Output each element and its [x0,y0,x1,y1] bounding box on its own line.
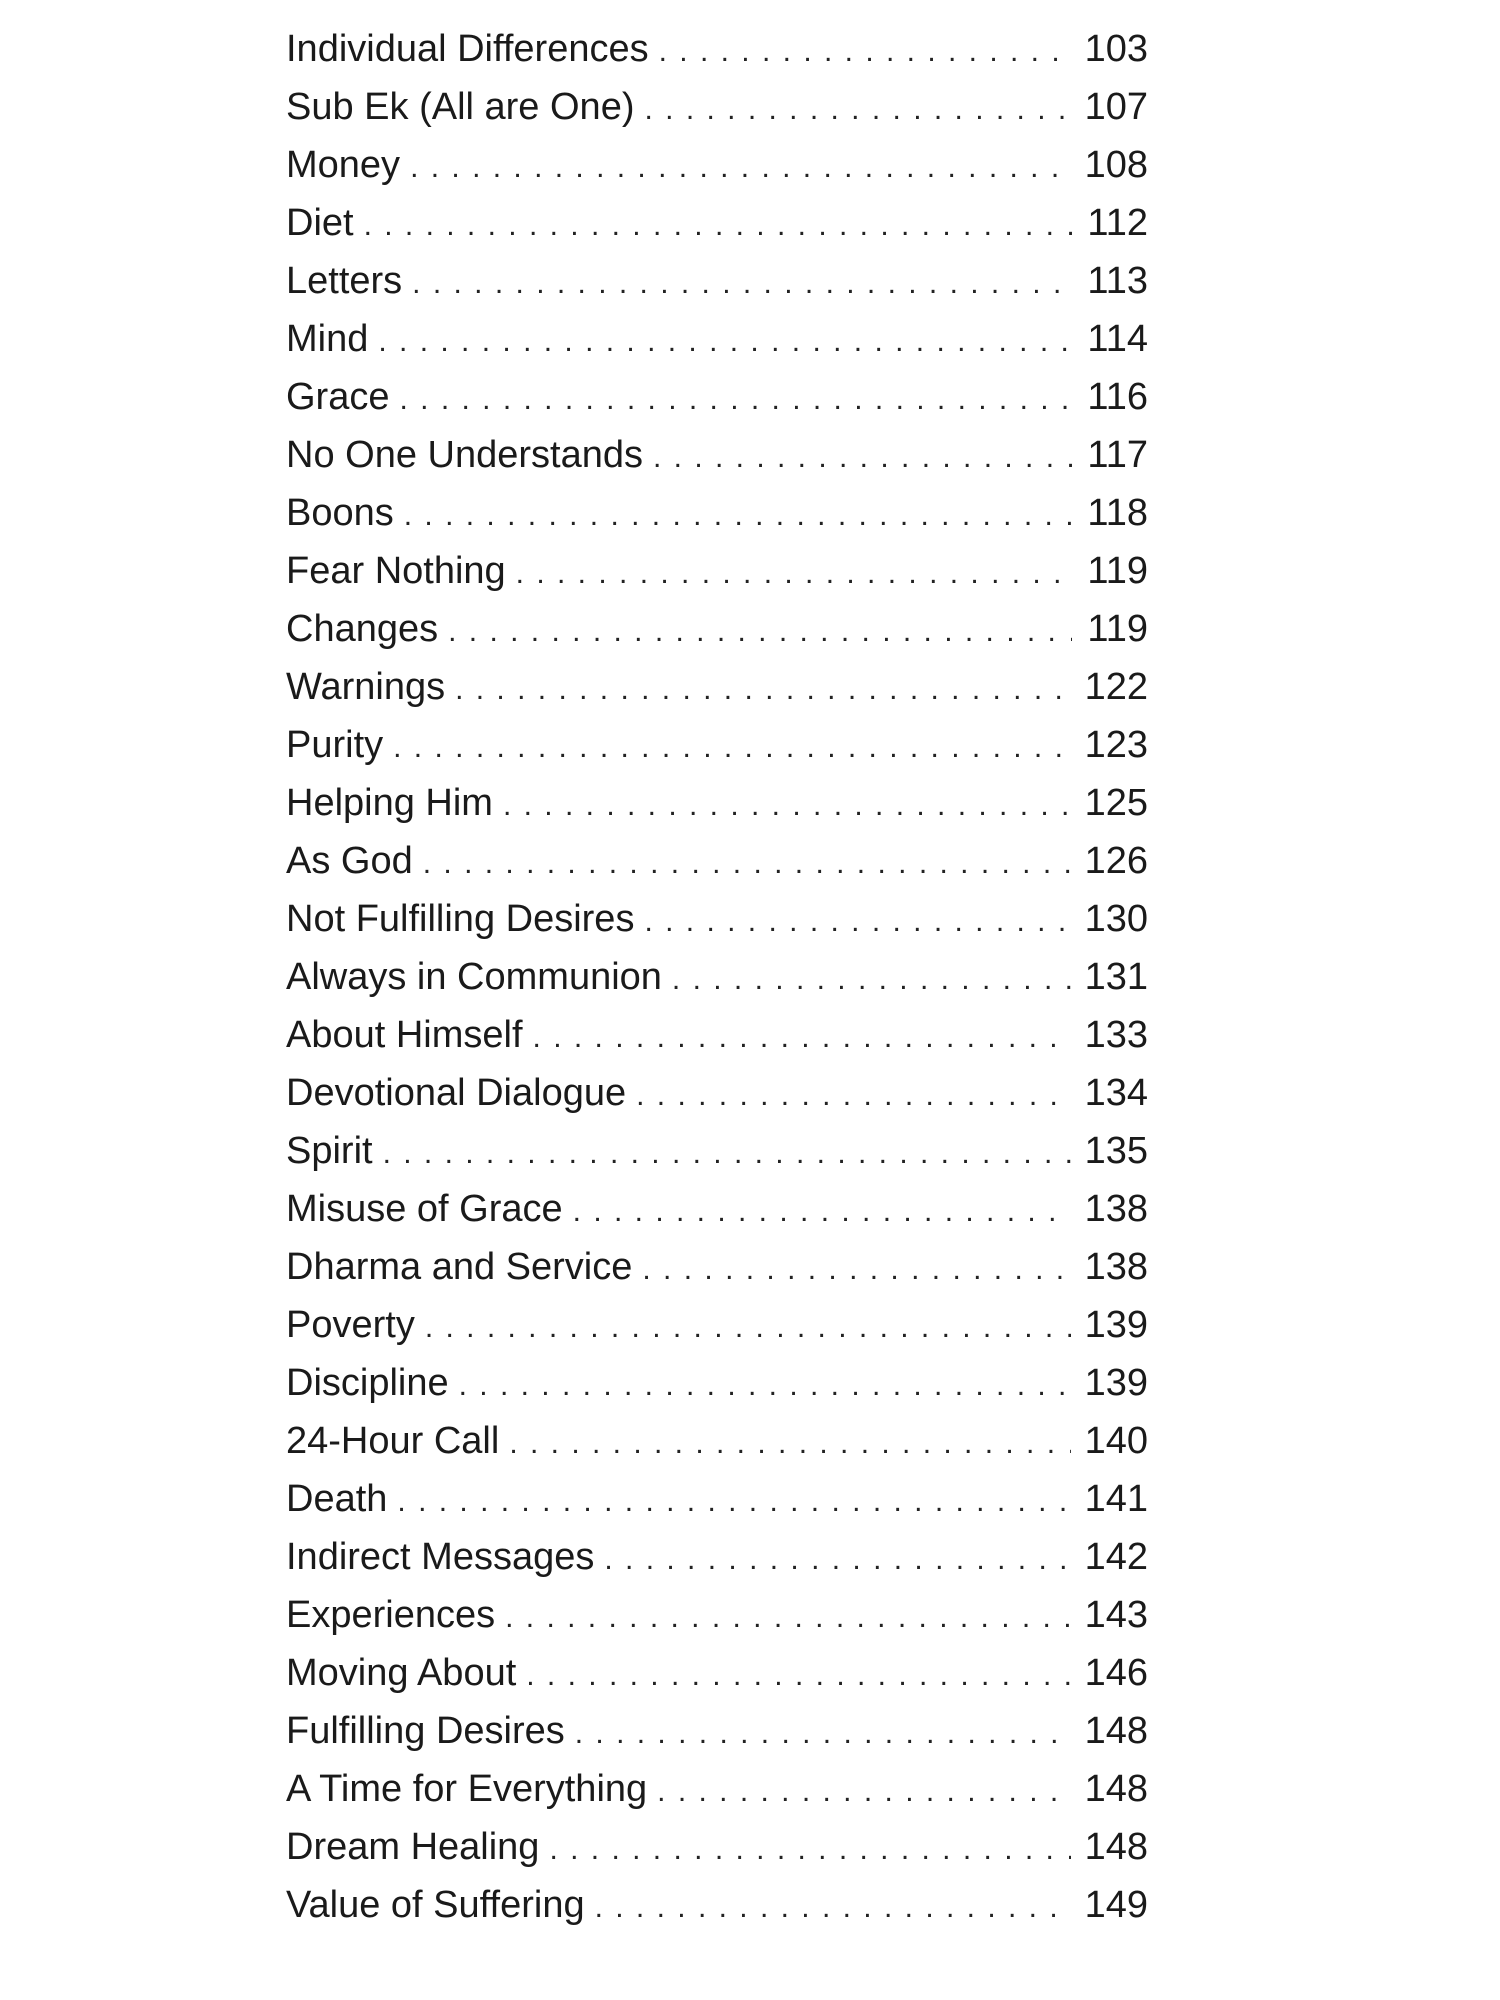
dot-leader [509,1415,1070,1473]
dot-leader [526,1647,1070,1705]
dot-leader [425,1299,1071,1357]
dot-leader [505,1589,1070,1647]
toc-entry-title: About Himself [286,1014,523,1056]
dot-leader [399,371,1072,429]
toc-entry[interactable] [286,20,1148,78]
dot-leader [595,1879,1071,1937]
toc-entry[interactable] [286,1412,1148,1470]
dot-leader [503,777,1071,835]
toc-entry-title: Dream Healing [286,1826,540,1868]
toc-entry-title: Money [286,144,401,186]
toc-entry-title: A Time for Everything [286,1768,648,1810]
toc-entry-page-number: 130 [1084,898,1148,940]
toc-entry[interactable] [286,1122,1148,1180]
toc-entry-page-number: 140 [1084,1420,1148,1462]
toc-entry[interactable] [286,890,1148,948]
toc-entry-page-number: 148 [1084,1710,1148,1752]
dot-leader [410,139,1071,197]
toc-entry-page-number: 135 [1084,1130,1148,1172]
toc-entry[interactable] [286,1064,1148,1122]
toc-entry-title: Grace [286,376,390,418]
toc-entry-title: Experiences [286,1594,496,1636]
toc-entry[interactable] [286,1528,1148,1586]
toc-entry[interactable] [286,426,1148,484]
toc-entry[interactable] [286,1586,1148,1644]
toc-entry-title: Always in Communion [286,956,662,998]
toc-entry-page-number: 108 [1084,144,1148,186]
toc-entry-page-number: 138 [1084,1246,1148,1288]
toc-entry[interactable] [286,1180,1148,1238]
dot-leader [549,1821,1070,1879]
dot-leader [573,1183,1071,1241]
dot-leader [642,1241,1070,1299]
toc-entry[interactable] [286,832,1148,890]
toc-entry-title: Boons [286,492,394,534]
toc-entry-title: Fulfilling Desires [286,1710,565,1752]
toc-entry-page-number: 113 [1087,260,1148,302]
toc-entry-title: Sub Ek (All are One) [286,86,635,128]
toc-entry[interactable] [286,716,1148,774]
dot-leader [459,1357,1071,1415]
toc-entry-title: Devotional Dialogue [286,1072,627,1114]
toc-entry[interactable] [286,78,1148,136]
toc-entry-title: Value of Suffering [286,1884,585,1926]
toc-entry-page-number: 138 [1084,1188,1148,1230]
toc-entry-page-number: 114 [1087,318,1148,360]
toc-entry[interactable] [286,136,1148,194]
toc-entry[interactable] [286,1644,1148,1702]
dot-leader [657,1763,1070,1821]
toc-entry-title: As God [286,840,413,882]
toc-entry-page-number: 116 [1087,376,1148,418]
toc-entry[interactable] [286,310,1148,368]
dot-leader [533,1009,1071,1067]
toc-entry[interactable] [286,1818,1148,1876]
toc-entry-page-number: 133 [1084,1014,1148,1056]
dot-leader [455,661,1071,719]
dot-leader [383,1125,1071,1183]
toc-entry-title: Poverty [286,1304,415,1346]
toc-entry[interactable] [286,484,1148,542]
toc-entry[interactable] [286,1470,1148,1528]
toc-entry-title: Helping Him [286,782,493,824]
dot-leader [423,835,1071,893]
dot-leader [644,81,1070,139]
toc-entry[interactable] [286,774,1148,832]
toc-entry[interactable] [286,1760,1148,1818]
toc-entry-page-number: 142 [1084,1536,1148,1578]
toc-entry-title: Warnings [286,666,446,708]
dot-leader [653,429,1072,487]
toc-entry-page-number: 131 [1084,956,1148,998]
toc-entry-title: Spirit [286,1130,373,1172]
toc-entry-title: Purity [286,724,384,766]
toc-entry[interactable] [286,1354,1148,1412]
toc-entry-page-number: 139 [1084,1304,1148,1346]
toc-entry[interactable] [286,1238,1148,1296]
dot-leader [604,1531,1070,1589]
toc-entry[interactable] [286,1296,1148,1354]
toc-entry-page-number: 119 [1087,550,1148,592]
toc-entry[interactable] [286,194,1148,252]
toc-entry[interactable] [286,542,1148,600]
toc-entry-page-number: 123 [1084,724,1148,766]
toc-entry-title: Changes [286,608,439,650]
dot-leader [672,951,1071,1009]
dot-leader [397,1473,1070,1531]
toc-entry-page-number: 118 [1087,492,1148,534]
dot-leader [575,1705,1071,1763]
toc-entry-title: Misuse of Grace [286,1188,563,1230]
dot-leader [644,893,1070,951]
dot-leader [378,313,1072,371]
toc-entry-title: Moving About [286,1652,517,1694]
toc-entry-title: Fear Nothing [286,550,506,592]
toc-entry-title: Individual Differences [286,28,649,70]
toc-entry-title: Death [286,1478,388,1520]
toc-entry-page-number: 148 [1084,1826,1148,1868]
toc-entry-title: No One Understands [286,434,643,476]
toc-entry-page-number: 141 [1084,1478,1148,1520]
toc-entry-title: Dharma and Service [286,1246,633,1288]
toc-entry-page-number: 125 [1084,782,1148,824]
toc-entry-page-number: 122 [1084,666,1148,708]
toc-entry-page-number: 148 [1084,1768,1148,1810]
dot-leader [448,603,1072,661]
dot-leader [364,197,1072,255]
dot-leader [404,487,1072,545]
toc-entry-page-number: 143 [1084,1594,1148,1636]
dot-leader [393,719,1070,777]
dot-leader [659,23,1071,81]
toc-entry-title: Diet [286,202,354,244]
toc-entry[interactable] [286,658,1148,716]
table-of-contents [286,20,1148,1934]
dot-leader [516,545,1072,603]
toc-entry-title: Letters [286,260,403,302]
toc-entry-page-number: 139 [1084,1362,1148,1404]
dot-leader [636,1067,1070,1125]
toc-entry-page-number: 107 [1084,86,1148,128]
toc-entry[interactable] [286,600,1148,658]
toc-entry[interactable] [286,368,1148,426]
toc-entry-title: Not Fulfilling Desires [286,898,635,940]
toc-entry-title: 24-Hour Call [286,1420,500,1462]
dot-leader [412,255,1072,313]
toc-entry-page-number: 146 [1084,1652,1148,1694]
toc-entry-page-number: 103 [1084,28,1148,70]
toc-entry[interactable] [286,1702,1148,1760]
toc-entry-title: Mind [286,318,369,360]
toc-entry-page-number: 117 [1087,434,1148,476]
toc-entry-page-number: 126 [1084,840,1148,882]
toc-entry[interactable] [286,1876,1148,1934]
toc-entry-page-number: 119 [1087,608,1148,650]
toc-entry-page-number: 134 [1084,1072,1148,1114]
toc-entry-title: Discipline [286,1362,449,1404]
toc-entry-page-number: 149 [1084,1884,1148,1926]
toc-entry[interactable] [286,948,1148,1006]
toc-entry-title: Indirect Messages [286,1536,595,1578]
toc-entry[interactable] [286,1006,1148,1064]
toc-entry-page-number: 112 [1087,202,1148,244]
toc-entry[interactable] [286,252,1148,310]
